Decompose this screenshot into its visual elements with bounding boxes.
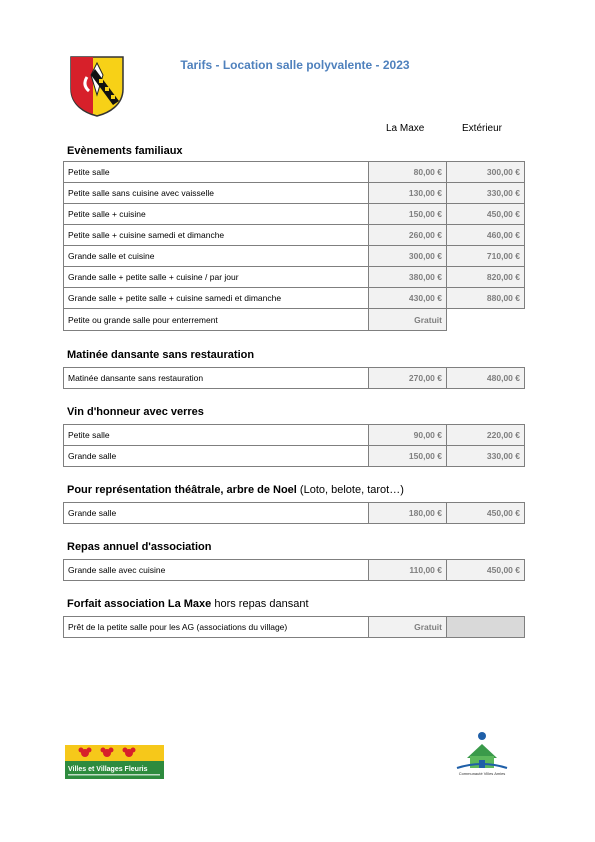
table-row (64, 503, 525, 524)
section-title-extra: hors repas dansant (214, 598, 309, 610)
price-la-maxe: 110,00 € (369, 560, 447, 581)
table-row (64, 368, 525, 389)
price-la-maxe: 180,00 € (369, 503, 447, 524)
price-exterieur: 450,00 € (447, 503, 525, 524)
price-exterieur: 820,00 € (447, 267, 525, 288)
price-exterieur: 330,00 € (447, 446, 525, 467)
price-la-maxe: 380,00 € (369, 267, 447, 288)
table-row (64, 183, 525, 204)
row-label: Petite ou grande salle pour enterrement (64, 309, 369, 331)
rates-table-familiaux (63, 161, 525, 331)
price-la-maxe: 300,00 € (369, 246, 447, 267)
table-row (64, 446, 525, 467)
price-la-maxe: 430,00 € (369, 288, 447, 309)
section-title (67, 484, 404, 496)
price-la-maxe: Gratuit (369, 617, 447, 638)
section-title-extra: (Loto, belote, tarot…) (299, 484, 404, 496)
rates-table-repas (63, 559, 525, 581)
table-row (64, 162, 525, 183)
coat-of-arms-icon (69, 55, 125, 117)
table-row (64, 246, 525, 267)
price-la-maxe: 90,00 € (369, 425, 447, 446)
row-label: Petite salle (64, 162, 369, 183)
villes-villages-fleuris-logo (65, 745, 164, 779)
rates-table-vin-honneur (63, 424, 525, 467)
price-la-maxe: 150,00 € (369, 446, 447, 467)
rates-table-matinee (63, 367, 525, 389)
price-la-maxe: Gratuit (369, 309, 447, 331)
section-title: Vin d'honneur avec verres (67, 406, 204, 418)
row-label: Grande salle avec cuisine (64, 560, 369, 581)
price-exterieur-empty (447, 309, 525, 331)
row-label: Matinée dansante sans restauration (64, 368, 369, 389)
row-label: Grande salle (64, 503, 369, 524)
price-exterieur: 300,00 € (447, 162, 525, 183)
table-row (64, 204, 525, 225)
price-la-maxe: 130,00 € (369, 183, 447, 204)
price-exterieur: 450,00 € (447, 204, 525, 225)
price-exterieur: 480,00 € (447, 368, 525, 389)
page-title: Tarifs - Location salle polyvalente - 2023 (180, 58, 410, 72)
section-title-main: Pour représentation théâtrale, arbre de Noel (67, 484, 297, 496)
row-label: Petite salle (64, 425, 369, 446)
row-label: Grande salle + petite salle + cuisine samedi et dimanche (64, 288, 369, 309)
section-title (67, 598, 309, 610)
table-row (64, 267, 525, 288)
rates-table-theatre (63, 502, 525, 524)
row-label: Petite salle + cuisine samedi et dimanche (64, 225, 369, 246)
column-header-la-maxe: La Maxe (386, 123, 425, 134)
logo-right-text: Communauté Villes Amies (458, 771, 506, 776)
price-exterieur: 460,00 € (447, 225, 525, 246)
column-header-exterieur: Extérieur (462, 123, 503, 134)
section-title-main: Forfait association La Maxe (67, 598, 212, 610)
price-la-maxe: 150,00 € (369, 204, 447, 225)
section-title: Matinée dansante sans restauration (67, 349, 255, 361)
row-label: Petite salle sans cuisine avec vaisselle (64, 183, 369, 204)
row-label: Petite salle + cuisine (64, 204, 369, 225)
row-label: Grande salle (64, 446, 369, 467)
logo-left-text: Villes et Villages Fleuris (68, 766, 148, 773)
price-exterieur: 220,00 € (447, 425, 525, 446)
row-label: Grande salle + petite salle + cuisine / par jour (64, 267, 369, 288)
price-la-maxe: 260,00 € (369, 225, 447, 246)
price-la-maxe: 80,00 € (369, 162, 447, 183)
table-row (64, 225, 525, 246)
rates-table-association (63, 616, 525, 638)
price-exterieur-empty (447, 617, 525, 638)
row-label: Grande salle et cuisine (64, 246, 369, 267)
section-title: Repas annuel d'association (67, 541, 212, 553)
table-row (64, 309, 525, 331)
price-exterieur: 330,00 € (447, 183, 525, 204)
table-row (64, 560, 525, 581)
table-row (64, 425, 525, 446)
price-exterieur: 710,00 € (447, 246, 525, 267)
price-exterieur: 880,00 € (447, 288, 525, 309)
price-exterieur: 450,00 € (447, 560, 525, 581)
section-title: Evènements familiaux (67, 145, 183, 157)
table-row (64, 288, 525, 309)
row-label: Prêt de la petite salle pour les AG (associations du village) (64, 617, 369, 638)
price-la-maxe: 270,00 € (369, 368, 447, 389)
communaute-logo (449, 730, 515, 780)
table-row (64, 617, 525, 638)
